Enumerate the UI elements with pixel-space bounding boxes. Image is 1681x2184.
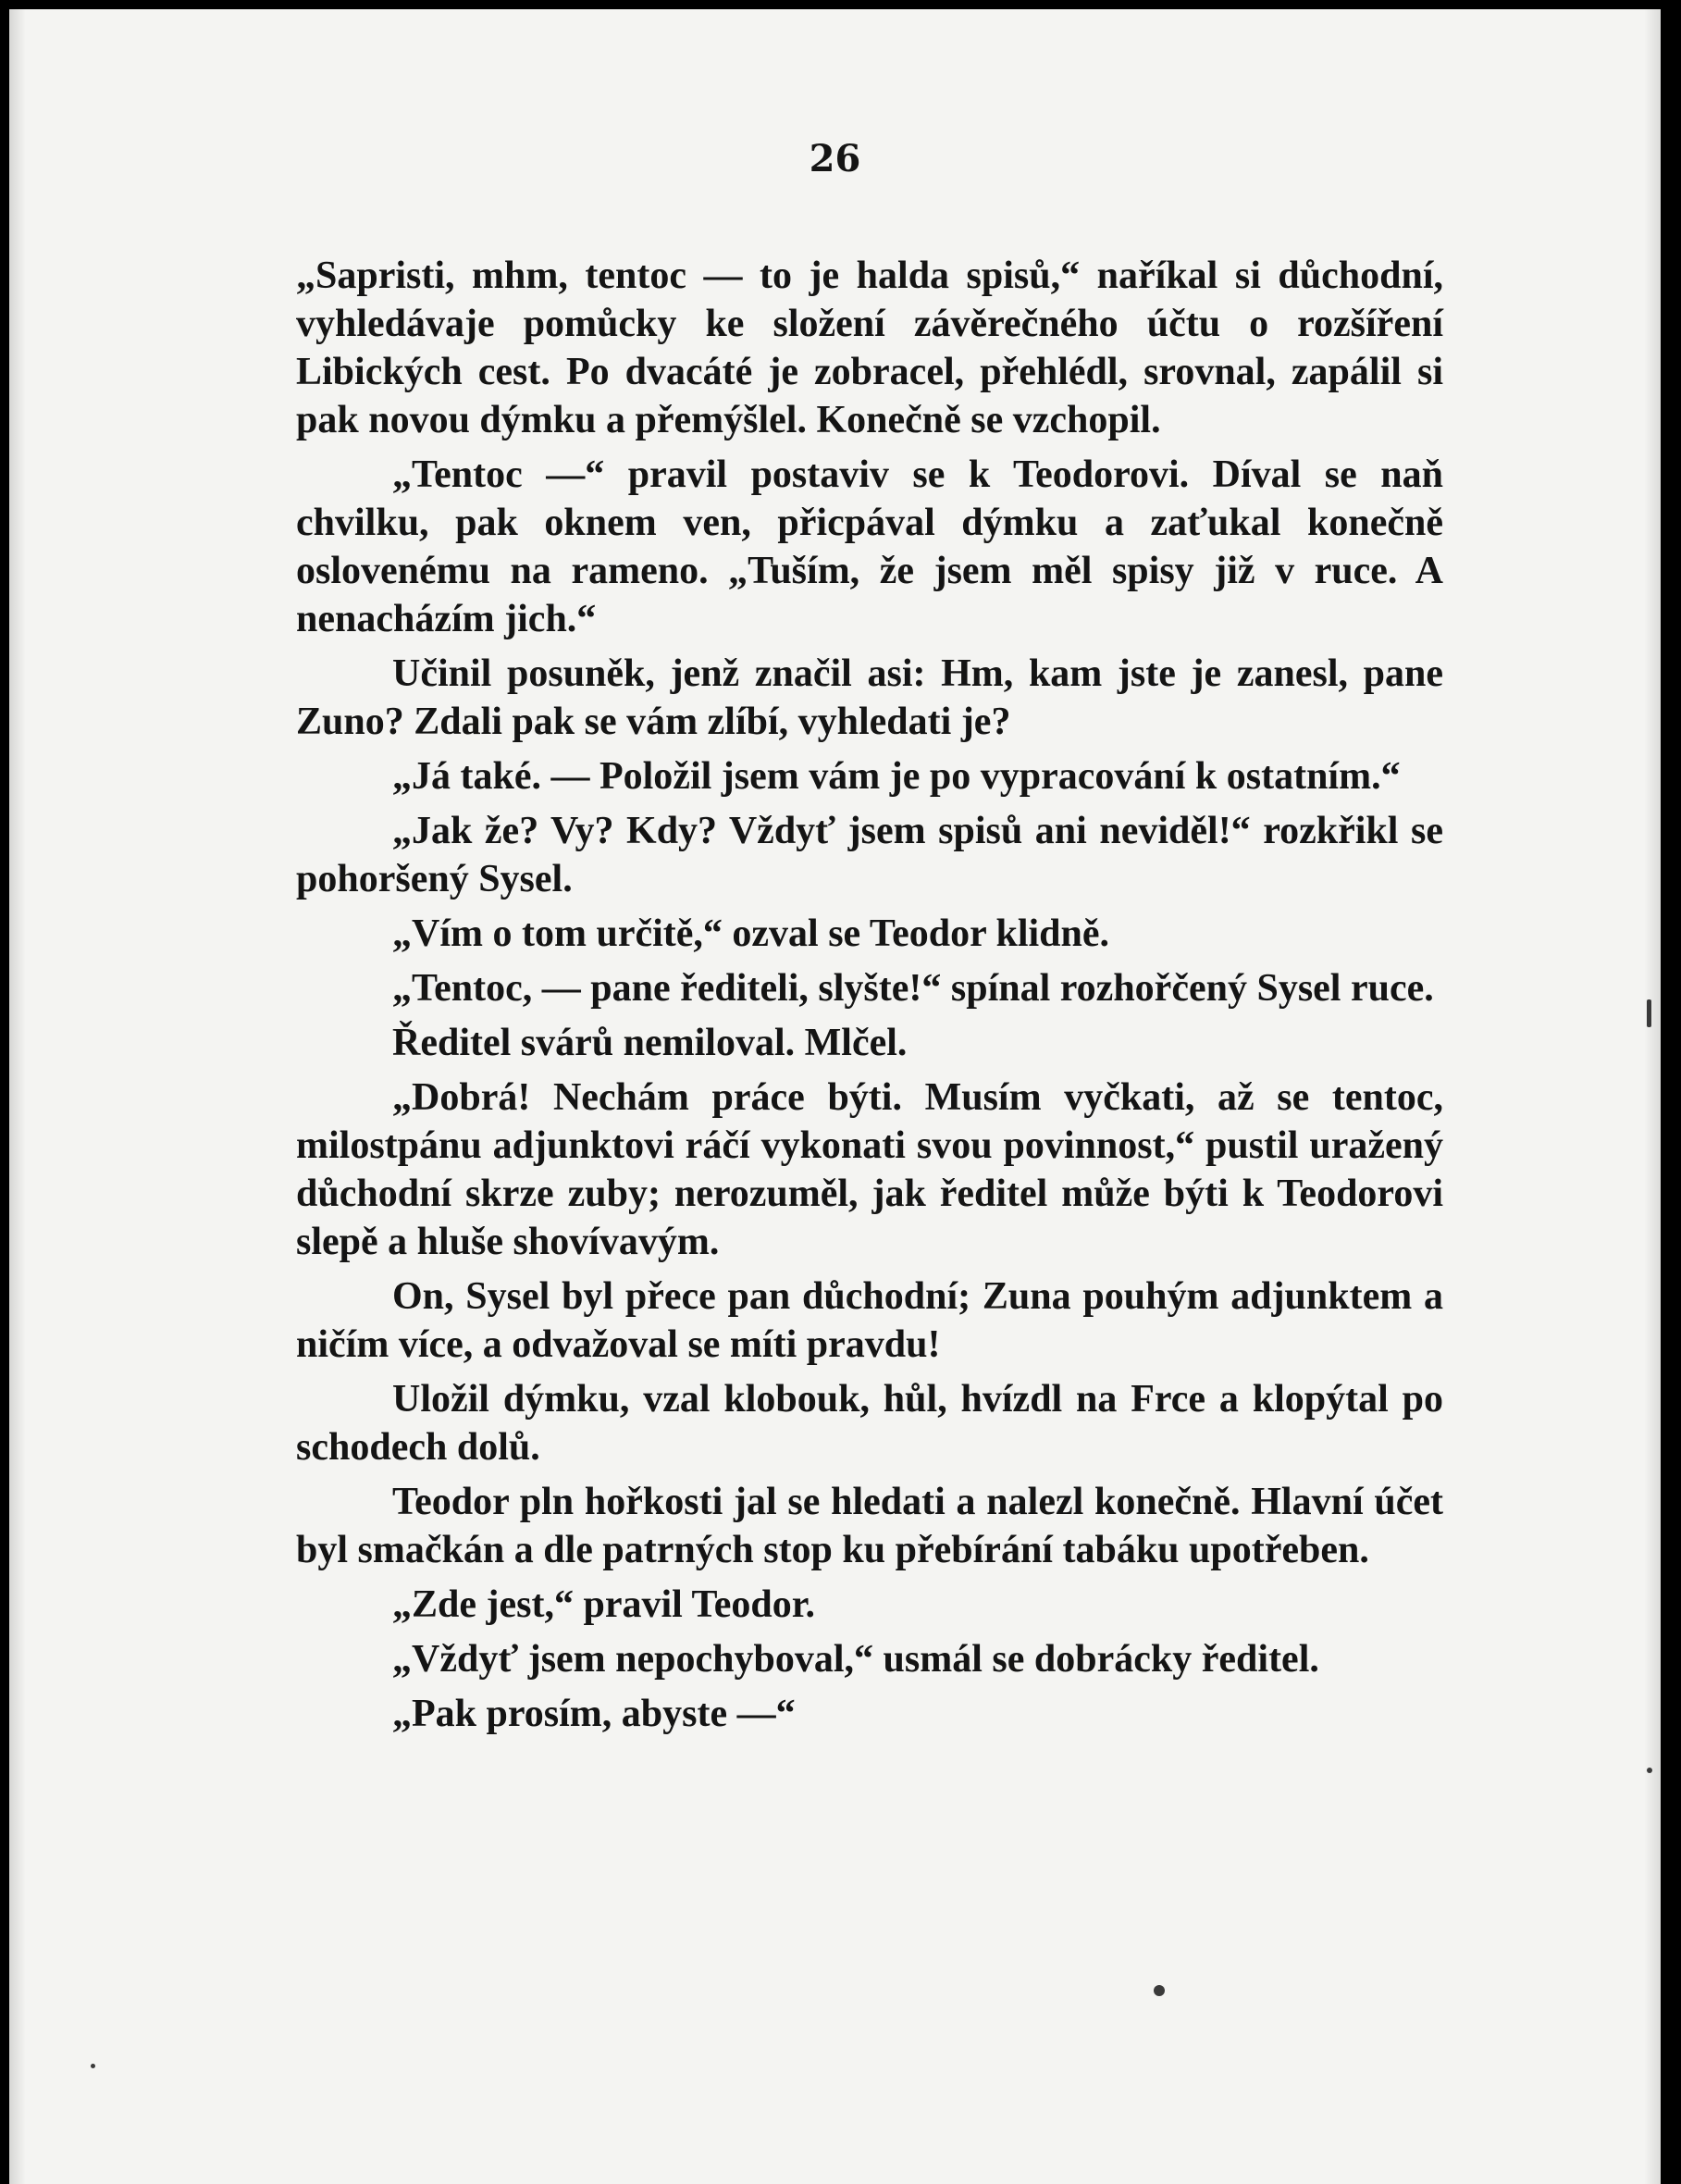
paragraph-13: „Zde jest,“ pravil Teodor. <box>392 1583 815 1626</box>
paragraph-12: Teodor pln hořkosti jal se hledati a nalezl konečně. Hlavní účet byl smačkán a dle patrných stop ku přebírání tabáku upotřeben. <box>296 1481 1443 1571</box>
paragraph-6: „Vím o tom určitě,“ ozval se Teodor klidně. <box>392 912 1110 955</box>
paragraph-11: Uložil dýmku, vzal klobouk, hůl, hvízdl na Frce a klopýtal po schodech dolů. <box>296 1378 1443 1469</box>
paragraph-10: On, Sysel byl přece pan důchodní; Zuna pouhým adjunktem a ničím více, a odvažoval se míti pravdu! <box>296 1275 1443 1366</box>
paragraph-14: „Vždyť jsem nepochyboval,“ usmál se dobrácky ředitel. <box>392 1638 1319 1681</box>
paragraph-8: Ředitel svárů nemiloval. Mlčel. <box>392 1022 908 1064</box>
book-page <box>9 9 1661 2184</box>
print-speck <box>91 2064 95 2068</box>
page-number: 26 <box>809 137 861 180</box>
paragraph-3: Učinil posuněk, jenž značil asi: Hm, kam jste je zanesl, pane Zuno? Zdali pak se vám zlíbí, vyhledati je? <box>296 652 1443 743</box>
paragraph-1: „Sapristi, mhm, tentoc — to je halda spisů,“ naříkal si důchodní, vyhledávaje pomůcky ke složení závěrečného účtu o rozšíření Libických cest. Po dvacáté je zobracel, přehlédl, srovnal, zapálil si pak novou dýmku a přemýšlel. Konečně se vzchopil. <box>296 254 1443 441</box>
paragraph-5: „Jak že? Vy? Kdy? Vždyť jsem spisů ani neviděl!“ rozkřikl se pohoršený Sysel. <box>296 810 1443 900</box>
page-left-edge-shadow <box>9 9 26 2184</box>
print-speck <box>1647 999 1651 1027</box>
paragraph-7: „Tentoc, — pane řediteli, slyšte!“ spínal rozhořčený Sysel ruce. <box>392 967 1434 1010</box>
page-right-edge-shadow <box>1644 9 1661 2184</box>
paragraph-15: „Pak prosím, abyste —“ <box>392 1693 796 1735</box>
print-speck <box>1647 1768 1652 1773</box>
page-body-text <box>296 252 1443 1744</box>
paragraph-9: „Dobrá! Nechám práce býti. Musím vyčkati, až se tentoc, milostpánu adjunktovi ráčí vykonati svou povinnost,“ pustil uražený důchodní skrze zuby; nerozuměl, jak ředitel může býti k Teodorovi slepě a hluše shovívavým. <box>296 1076 1443 1263</box>
print-speck <box>1154 1985 1165 1996</box>
paragraph-2: „Tentoc —“ pravil postaviv se k Teodorovi. Díval se naň chvilku, pak oknem ven, přicpával dýmku a zaťukal konečně oslovenému na rameno. „Tuším, že jsem měl spisy již v ruce. A nenacházím jich.“ <box>296 453 1443 640</box>
paragraph-4: „Já také. — Položil jsem vám je po vypracování k ostatním.“ <box>392 755 1401 798</box>
